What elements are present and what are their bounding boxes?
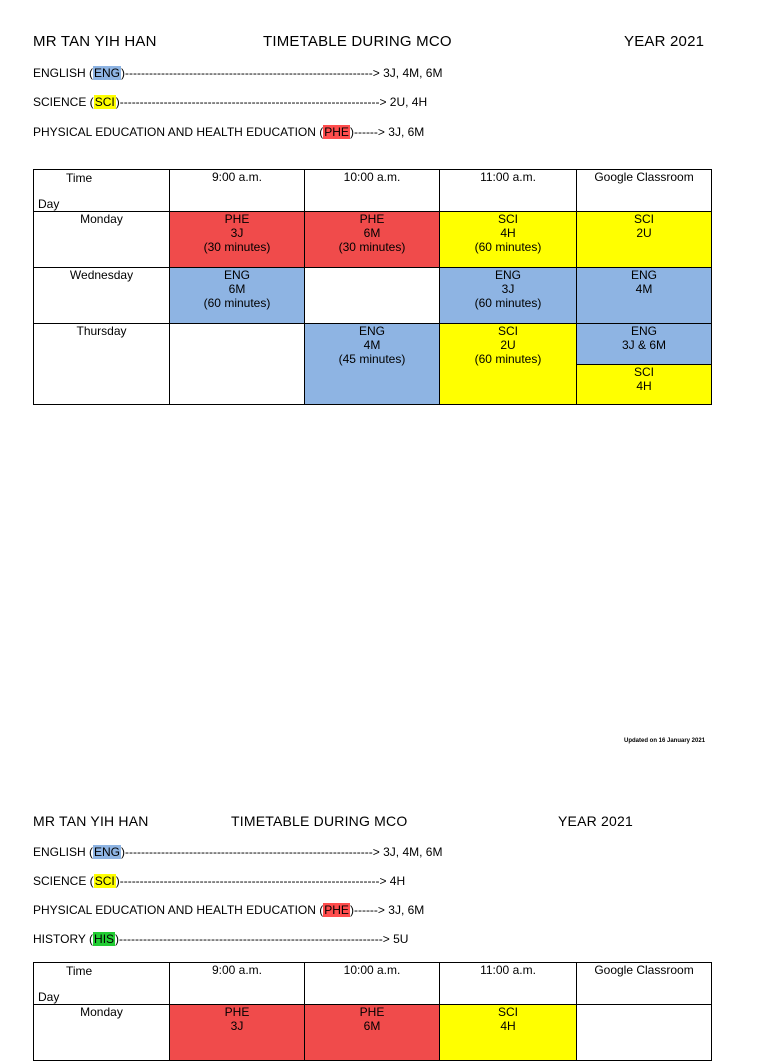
time-label-page2: Time	[66, 964, 93, 978]
english-subject-line: ENGLISH (ENG)--------------------------------------------------------------> 3J, 4M, 6M	[33, 66, 443, 80]
header-10am: 10:00 a.m.	[305, 170, 440, 212]
eng-code-highlight-page2: ENG	[94, 845, 121, 859]
header-11am-page2: 11:00 a.m.	[440, 963, 577, 1005]
day-thursday: Thursday	[34, 324, 170, 405]
science-subject-line-page2: SCIENCE (SCI)-----------------------------------------------------------------> 4H	[33, 874, 406, 888]
updated-note: Updated on 16 January 2021	[624, 738, 706, 744]
slot-wednesday-11am: ENG 3J (60 minutes)	[440, 268, 577, 324]
eng-code-highlight: ENG	[94, 66, 121, 80]
header-10am-page2: 10:00 a.m.	[305, 963, 440, 1005]
phe-subject-line: PHYSICAL EDUCATION AND HEALTH EDUCATION (PHE)------> 3J, 6M	[33, 125, 425, 139]
header-google-classroom-page2: Google Classroom	[577, 963, 712, 1005]
time-day-corner-page2	[34, 963, 170, 1005]
phe-code-highlight-page2: PHE	[324, 903, 349, 917]
slot-wednesday-9am: ENG 6M (60 minutes)	[170, 268, 305, 324]
slot-thursday-9am	[170, 324, 305, 405]
phe-code-highlight: PHE	[324, 125, 349, 139]
sci-code-highlight: SCI	[94, 95, 115, 109]
slot-monday-gc: SCI 2U	[577, 212, 712, 268]
slot-monday-gc-page2	[577, 1005, 712, 1061]
timetable-page2	[33, 962, 712, 1061]
slot-monday-9am-page2: PHE 3J	[170, 1005, 305, 1061]
slot-thursday-10am: ENG 4M (45 minutes)	[305, 324, 440, 405]
timetable-title-page2: TIMETABLE DURING MCO	[231, 813, 408, 829]
day-monday: Monday	[34, 212, 170, 268]
his-code-highlight-page2: HIS	[94, 932, 115, 946]
slot-monday-9am: PHE 3J (30 minutes)	[170, 212, 305, 268]
header-9am: 9:00 a.m.	[170, 170, 305, 212]
phe-subject-line-page2: PHYSICAL EDUCATION AND HEALTH EDUCATION (PHE)------> 3J, 6M	[33, 903, 425, 917]
slot-thursday-gc-sci: SCI 4H	[577, 365, 712, 405]
slot-wednesday-gc: ENG 4M	[577, 268, 712, 324]
slot-monday-11am: SCI 4H (60 minutes)	[440, 212, 577, 268]
time-day-corner	[34, 170, 170, 212]
slot-monday-10am: PHE 6M (30 minutes)	[305, 212, 440, 268]
teacher-name: MR TAN YIH HAN	[33, 33, 157, 50]
timetable-title: TIMETABLE DURING MCO	[263, 33, 452, 50]
time-label: Time	[66, 171, 93, 185]
day-wednesday: Wednesday	[34, 268, 170, 324]
day-label: Day	[38, 197, 60, 211]
teacher-name-page2: MR TAN YIH HAN	[33, 813, 149, 829]
history-subject-line-page2: HISTORY (HIS)------------------------------------------------------------------> 5U	[33, 932, 409, 946]
slot-thursday-11am: SCI 2U (60 minutes)	[440, 324, 577, 405]
timetable-page1	[33, 169, 712, 405]
slot-thursday-gc-eng: ENG 3J & 6M	[577, 324, 712, 365]
header-google-classroom: Google Classroom	[577, 170, 712, 212]
science-subject-line: SCIENCE (SCI)-----------------------------------------------------------------> 2U, 4H	[33, 95, 428, 109]
header-11am: 11:00 a.m.	[440, 170, 577, 212]
english-subject-line-page2: ENGLISH (ENG)--------------------------------------------------------------> 3J, 4M, 6M	[33, 845, 443, 859]
slot-monday-10am-page2: PHE 6M	[305, 1005, 440, 1061]
day-monday-page2: Monday	[34, 1005, 170, 1061]
year-label-page2: YEAR 2021	[558, 813, 633, 829]
year-label: YEAR 2021	[624, 33, 705, 50]
slot-wednesday-10am	[305, 268, 440, 324]
header-9am-page2: 9:00 a.m.	[170, 963, 305, 1005]
sci-code-highlight-page2: SCI	[94, 874, 115, 888]
day-label-page2: Day	[38, 990, 60, 1004]
slot-monday-11am-page2: SCI 4H	[440, 1005, 577, 1061]
